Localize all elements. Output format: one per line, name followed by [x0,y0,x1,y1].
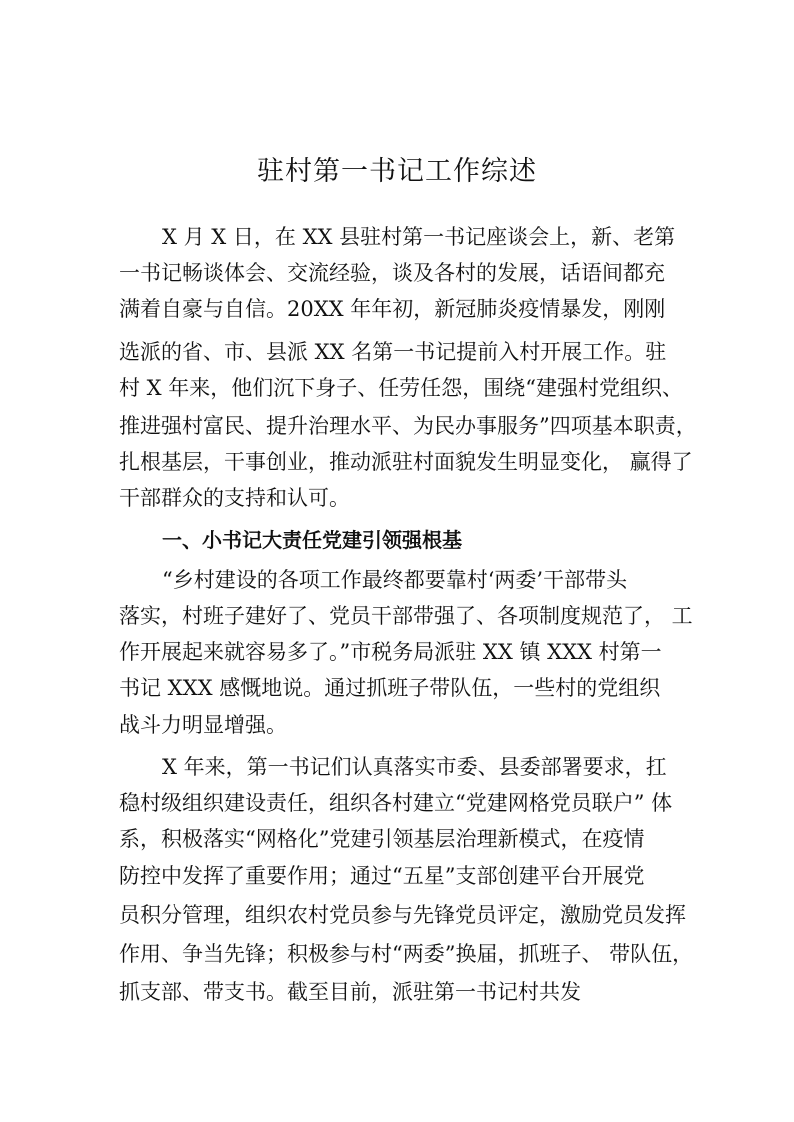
paragraph-line: 干部群众的支持和认可。 [119,486,350,510]
paragraph-line: 员积分管理，组织农村党员参与先锋党员评定，激励党员发挥 [119,903,686,927]
paragraph-line: 作开展起来就容易多了。”市税务局派驻 XX 镇 XXX 村第一 [119,640,662,664]
paragraph-line: 战斗力明显增强。 [119,713,287,737]
paragraph-line: 满着自豪与自信。20XX 年年初，新冠肺炎疫情暴发，刚刚 [119,297,666,321]
paragraph-line: 一书记畅谈体会、交流经验，谈及各村的发展，话语间都充 [119,261,665,285]
paragraph-line: 稳村级组织建设责任，组织各村建立“党建网格党员联户” 体 [119,791,673,815]
paragraph-line: 扎根基层，干事创业，推动派驻村面貌发生明显变化， 赢得了 [119,450,693,474]
paragraph-line: 系，积极落实“网格化”党建引领基层治理新模式，在疫情 [119,827,645,851]
document-title: 驻村第一书记工作综述 [257,156,537,188]
paragraph-line: X 月 X 日，在 XX 县驻村第一书记座谈会上，新、老第 [162,225,676,249]
paragraph-line: 防控中发挥了重要作用；通过“五星”支部创建平台开展党 [119,864,645,888]
paragraph-line: 村 X 年来，他们沉下身子、任劳任怨，围绕“建强村党组织、 [119,376,684,400]
section-heading: 一、小书记大责任党建引领强根基 [162,528,462,552]
paragraph-line: 落实，村班子建好了、党员干部带强了、各项制度规范了， 工 [119,604,693,628]
paragraph-line: 书记 XXX 感慨地说。通过抓班子带队伍，一些村的党组织 [119,676,661,700]
paragraph-line: 选派的省、市、县派 XX 名第一书记提前入村开展工作。驻 [119,340,667,364]
paragraph-line: “乡村建设的各项工作最终都要靠村‘两委’干部带头 [162,568,628,592]
paragraph-line: 推进强村富民、提升治理水平、为民办事服务”四项基本职责， [119,414,697,438]
paragraph-line: 作用、争当先锋；积极参与村“两委”换届，抓班子、 带队伍， [119,942,694,966]
paragraph-line: 抓支部、带支书。截至目前，派驻第一书记村共发 [119,980,581,1004]
paragraph-line: X 年来，第一书记们认真落实市委、县委部署要求，扛 [162,755,667,779]
